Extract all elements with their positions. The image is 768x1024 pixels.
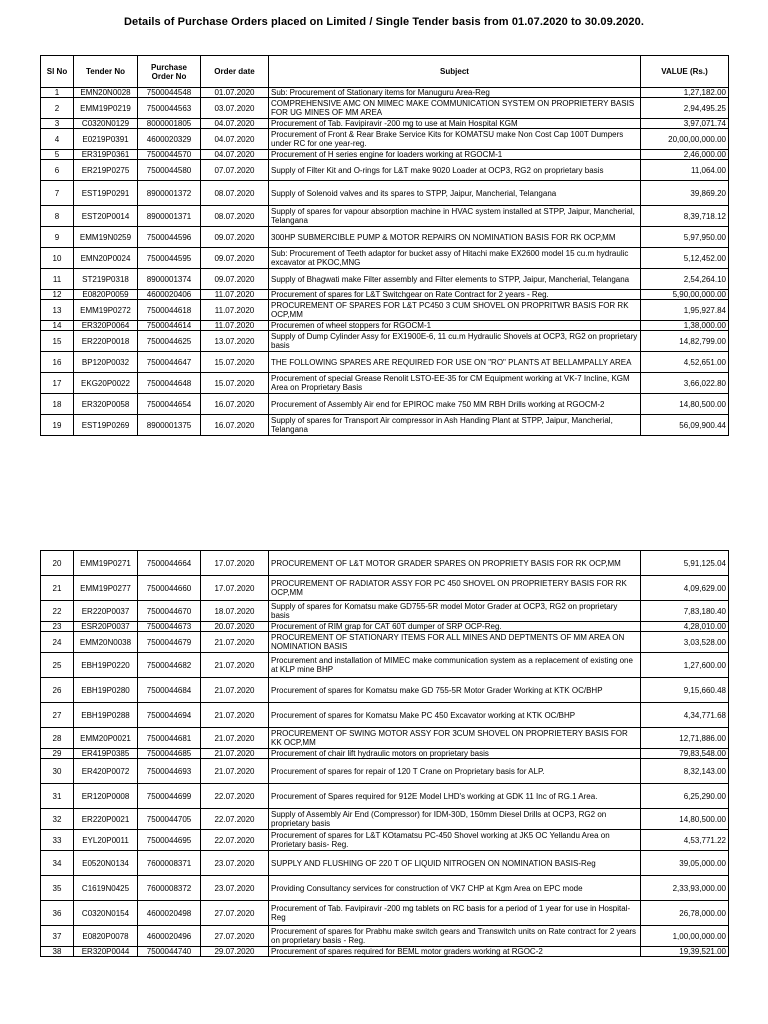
cell-value: 4,34,771.68 — [641, 703, 729, 728]
cell-sl: 16 — [41, 352, 74, 373]
cell-sl: 36 — [41, 901, 74, 926]
cell-value: 8,32,143.00 — [641, 759, 729, 784]
cell-date: 13.07.2020 — [201, 331, 269, 352]
cell-tender: E0820P0059 — [74, 290, 138, 300]
cell-po: 8900001375 — [138, 415, 201, 436]
cell-po: 7500044740 — [138, 947, 201, 957]
cell-value: 1,27,600.00 — [641, 653, 729, 678]
cell-date: 21.07.2020 — [201, 728, 269, 749]
cell-date: 23.07.2020 — [201, 851, 269, 876]
cell-value: 14,80,500.00 — [641, 809, 729, 830]
cell-subject: PROCUREMENT OF L&T MOTOR GRADER SPARES ON PROPRIETY BASIS FOR RK OCP,MM — [269, 551, 641, 576]
cell-date: 21.07.2020 — [201, 653, 269, 678]
cell-sl: 15 — [41, 331, 74, 352]
cell-value: 26,78,000.00 — [641, 901, 729, 926]
cell-sl: 10 — [41, 248, 74, 269]
cell-sl: 37 — [41, 926, 74, 947]
header-order-date: Order date — [201, 56, 269, 88]
cell-value: 14,80,500.00 — [641, 394, 729, 415]
cell-sl: 3 — [41, 119, 74, 129]
cell-date: 27.07.2020 — [201, 926, 269, 947]
table-row — [41, 88, 729, 98]
cell-sl: 8 — [41, 206, 74, 227]
cell-date: 18.07.2020 — [201, 601, 269, 622]
cell-subject: Procurement of Assembly Air end for EPIROC make 750 MM RBH Drills working at RGOCM-2 — [269, 394, 641, 415]
cell-subject: Providing Consultancy services for construction of VK7 CHP at Kgm Area on EPC mode — [269, 876, 641, 901]
cell-date: 07.07.2020 — [201, 160, 269, 181]
table-row — [41, 632, 729, 653]
cell-subject: Procurement and installation of MIMEC make communication system as a replacement of existing one at KLP mine BHP — [269, 653, 641, 678]
cell-tender: C1619N0425 — [74, 876, 138, 901]
cell-value: 19,39,521.00 — [641, 947, 729, 957]
cell-date: 15.07.2020 — [201, 352, 269, 373]
cell-value: 1,38,000.00 — [641, 321, 729, 331]
cell-po: 7500044694 — [138, 703, 201, 728]
purchase-orders-table-2 — [40, 550, 729, 957]
cell-sl: 19 — [41, 415, 74, 436]
header-sl-no: Sl No — [41, 56, 74, 88]
table-row — [41, 551, 729, 576]
cell-sl: 33 — [41, 830, 74, 851]
table-row — [41, 759, 729, 784]
cell-tender: ER219P0275 — [74, 160, 138, 181]
cell-value: 11,064.00 — [641, 160, 729, 181]
cell-tender: E0520N0134 — [74, 851, 138, 876]
cell-subject: Sub: Procurement of Teeth adaptor for bucket assy of Hitachi make EX2600 model 15 cu.m hydraulic excavator at PKOC,MNG — [269, 248, 641, 269]
cell-sl: 29 — [41, 749, 74, 759]
cell-po: 7500044625 — [138, 331, 201, 352]
cell-sl: 11 — [41, 269, 74, 290]
cell-sl: 5 — [41, 150, 74, 160]
cell-value: 39,05,000.00 — [641, 851, 729, 876]
cell-tender: EMM20N0038 — [74, 632, 138, 653]
cell-value: 5,91,125.04 — [641, 551, 729, 576]
cell-po: 7500044570 — [138, 150, 201, 160]
table-row — [41, 653, 729, 678]
cell-subject: PROCUREMENT OF SWING MOTOR ASSY FOR 3CUM SHOVEL ON PROPRIETERY BASIS FOR KK OCP,MM — [269, 728, 641, 749]
cell-tender: C0320N0129 — [74, 119, 138, 129]
cell-subject: PROCUREMENT OF RADIATOR ASSY FOR PC 450 SHOVEL ON PROPRIETERY BASIS FOR RK OCP,MM — [269, 576, 641, 601]
table-row — [41, 150, 729, 160]
cell-tender: ESR20P0037 — [74, 622, 138, 632]
cell-sl: 13 — [41, 300, 74, 321]
cell-subject: Procurement of spares for Komatsu Make PC 450 Excavator working at KTK OC/BHP — [269, 703, 641, 728]
cell-sl: 9 — [41, 227, 74, 248]
cell-date: 11.07.2020 — [201, 300, 269, 321]
cell-date: 21.07.2020 — [201, 703, 269, 728]
cell-po: 7500044673 — [138, 622, 201, 632]
cell-sl: 30 — [41, 759, 74, 784]
cell-tender: ER320P0064 — [74, 321, 138, 331]
cell-sl: 6 — [41, 160, 74, 181]
cell-subject: Procurement of chair lift hydraulic motors on proprietary basis — [269, 749, 641, 759]
cell-value: 4,09,629.00 — [641, 576, 729, 601]
table-row — [41, 728, 729, 749]
cell-date: 21.07.2020 — [201, 749, 269, 759]
cell-po: 7500044684 — [138, 678, 201, 703]
cell-po: 4600020329 — [138, 129, 201, 150]
header-subject: Subject — [269, 56, 641, 88]
cell-po: 7500044548 — [138, 88, 201, 98]
cell-subject: Sub: Procurement of Stationary items for Manuguru Area-Reg — [269, 88, 641, 98]
cell-tender: EST19P0269 — [74, 415, 138, 436]
cell-tender: EMM19P0272 — [74, 300, 138, 321]
table-row — [41, 206, 729, 227]
table-row — [41, 576, 729, 601]
cell-subject: 300HP SUBMERCIBLE PUMP & MOTOR REPAIRS ON NOMINATION BASIS FOR RK OCP,MM — [269, 227, 641, 248]
cell-po: 8000001805 — [138, 119, 201, 129]
cell-po: 7500044670 — [138, 601, 201, 622]
cell-tender: EMM19P0277 — [74, 576, 138, 601]
cell-tender: ER220P0037 — [74, 601, 138, 622]
cell-tender: ER420P0072 — [74, 759, 138, 784]
cell-value: 12,71,886.00 — [641, 728, 729, 749]
cell-date: 01.07.2020 — [201, 88, 269, 98]
cell-date: 21.07.2020 — [201, 632, 269, 653]
cell-po: 7500044664 — [138, 551, 201, 576]
cell-po: 7500044654 — [138, 394, 201, 415]
header-purchase-order-no: Purchase Order No — [138, 56, 201, 88]
cell-value: 3,97,071.74 — [641, 119, 729, 129]
table-row — [41, 300, 729, 321]
cell-sl: 31 — [41, 784, 74, 809]
cell-subject: Supply of Solenoid valves and its spares to STPP, Jaipur, Mancherial, Telangana — [269, 181, 641, 206]
cell-date: 22.07.2020 — [201, 830, 269, 851]
cell-value: 2,46,000.00 — [641, 150, 729, 160]
cell-subject: Procurement of special Grease Renolit LSTO-EE-35 for CM Equipment working at VK-7 Incline, KGM Area on Proprietary Basis — [269, 373, 641, 394]
cell-value: 4,28,010.00 — [641, 622, 729, 632]
cell-po: 7500044648 — [138, 373, 201, 394]
cell-date: 04.07.2020 — [201, 119, 269, 129]
cell-subject: Procurement of Spares required for 912E Model LHD's working at GDK 11 Inc of RG.1 Area. — [269, 784, 641, 809]
cell-value: 3,66,022.80 — [641, 373, 729, 394]
cell-subject: Procurement of RIM grap for CAT 60T dumper of SRP OCP-Reg. — [269, 622, 641, 632]
table-row — [41, 394, 729, 415]
cell-date: 03.07.2020 — [201, 98, 269, 119]
cell-tender: EMM20P0021 — [74, 728, 138, 749]
cell-po: 7500044614 — [138, 321, 201, 331]
cell-sl: 21 — [41, 576, 74, 601]
cell-subject: Procurement of Front & Rear Brake Service Kits for KOMATSU make Non Cost Cap 100T Dumpers under RC for one year-reg. — [269, 129, 641, 150]
table-row — [41, 160, 729, 181]
cell-value: 4,53,771.22 — [641, 830, 729, 851]
cell-sl: 20 — [41, 551, 74, 576]
cell-po: 8900001371 — [138, 206, 201, 227]
cell-value: 4,52,651.00 — [641, 352, 729, 373]
cell-sl: 32 — [41, 809, 74, 830]
cell-sl: 25 — [41, 653, 74, 678]
cell-subject: Supply of spares for Komatsu make GD755-5R model Motor Grader at OCP3, RG2 on proprietary basis — [269, 601, 641, 622]
cell-tender: ER419P0385 — [74, 749, 138, 759]
cell-subject: Procurement of spares for Komatsu make GD 755-5R Motor Grader Working at KTK OC/BHP — [269, 678, 641, 703]
cell-po: 7600008372 — [138, 876, 201, 901]
table-row — [41, 601, 729, 622]
cell-subject: Supply of Bhagwati make Filter assembly and Filter elements to STPP, Jaipur, Mancherial, Telangana — [269, 269, 641, 290]
cell-subject: Procurement of spares for Prabhu make switch gears and Transwitch units on Rate contract for 2 years on proprietary basis - Reg. — [269, 926, 641, 947]
cell-tender: ST219P0318 — [74, 269, 138, 290]
table-row — [41, 703, 729, 728]
cell-value: 2,33,93,000.00 — [641, 876, 729, 901]
cell-value: 79,83,548.00 — [641, 749, 729, 759]
cell-po: 7500044681 — [138, 728, 201, 749]
cell-date: 09.07.2020 — [201, 248, 269, 269]
cell-date: 09.07.2020 — [201, 269, 269, 290]
table-row — [41, 622, 729, 632]
cell-subject: Supply of spares for Transport Air compressor in Ash Handing Plant at STPP, Jaipur, Mancherial, Telangana — [269, 415, 641, 436]
cell-tender: EMN20N0028 — [74, 88, 138, 98]
cell-date: 22.07.2020 — [201, 809, 269, 830]
cell-po: 4600020496 — [138, 926, 201, 947]
cell-tender: EBH19P0220 — [74, 653, 138, 678]
cell-value: 7,83,180.40 — [641, 601, 729, 622]
cell-value: 6,25,290.00 — [641, 784, 729, 809]
cell-po: 7500044682 — [138, 653, 201, 678]
cell-value: 39,869.20 — [641, 181, 729, 206]
header-value: VALUE (Rs.) — [641, 56, 729, 88]
cell-value: 2,94,495.25 — [641, 98, 729, 119]
cell-sl: 2 — [41, 98, 74, 119]
cell-date: 15.07.2020 — [201, 373, 269, 394]
cell-value: 14,82,799.00 — [641, 331, 729, 352]
cell-sl: 22 — [41, 601, 74, 622]
cell-sl: 7 — [41, 181, 74, 206]
table-row — [41, 269, 729, 290]
cell-value: 3,03,528.00 — [641, 632, 729, 653]
cell-sl: 26 — [41, 678, 74, 703]
cell-tender: ER220P0021 — [74, 809, 138, 830]
cell-date: 29.07.2020 — [201, 947, 269, 957]
cell-value: 1,95,927.84 — [641, 300, 729, 321]
cell-tender: EBH19P0280 — [74, 678, 138, 703]
cell-date: 04.07.2020 — [201, 150, 269, 160]
cell-date: 11.07.2020 — [201, 321, 269, 331]
cell-po: 7500044699 — [138, 784, 201, 809]
cell-sl: 34 — [41, 851, 74, 876]
cell-subject: Supply of spares for vapour absorption machine in HVAC system installed at STPP, Jaipur, Mancherial, Telangana — [269, 206, 641, 227]
cell-tender: ER220P0018 — [74, 331, 138, 352]
cell-subject: Procurement of Tab. Favipiravir -200 mg to use at Main Hospital KGM — [269, 119, 641, 129]
cell-po: 7500044596 — [138, 227, 201, 248]
cell-po: 8900001374 — [138, 269, 201, 290]
table-row — [41, 876, 729, 901]
cell-date: 17.07.2020 — [201, 576, 269, 601]
cell-tender: EBH19P0288 — [74, 703, 138, 728]
cell-date: 09.07.2020 — [201, 227, 269, 248]
cell-sl: 24 — [41, 632, 74, 653]
table-row — [41, 352, 729, 373]
table-row — [41, 415, 729, 436]
table-row — [41, 227, 729, 248]
cell-subject: Supply of Dump Cylinder Assy for EX1900E-6, 11 cu.m Hydraulic Shovels at OCP3, RG2 on proprietary basis — [269, 331, 641, 352]
cell-sl: 14 — [41, 321, 74, 331]
table-row — [41, 119, 729, 129]
cell-value: 2,54,264.10 — [641, 269, 729, 290]
cell-subject: Procurement of spares for L&T KOtamatsu PC-450 Shovel working at JK5 OC Yellandu Area on Prorietary basis- Reg. — [269, 830, 641, 851]
cell-po: 7500044695 — [138, 830, 201, 851]
cell-po: 7600008371 — [138, 851, 201, 876]
table-row — [41, 926, 729, 947]
cell-date: 23.07.2020 — [201, 876, 269, 901]
cell-value: 9,15,660.48 — [641, 678, 729, 703]
cell-value: 5,97,950.00 — [641, 227, 729, 248]
cell-sl: 17 — [41, 373, 74, 394]
table-row — [41, 331, 729, 352]
cell-subject: SUPPLY AND FLUSHING OF 220 T OF LIQUID NITROGEN ON NOMINATION BASIS-Reg — [269, 851, 641, 876]
cell-date: 16.07.2020 — [201, 394, 269, 415]
cell-sl: 12 — [41, 290, 74, 300]
cell-tender: EST19P0291 — [74, 181, 138, 206]
table-row — [41, 749, 729, 759]
cell-tender: C0320N0154 — [74, 901, 138, 926]
table-row — [41, 248, 729, 269]
cell-tender: ER120P0008 — [74, 784, 138, 809]
cell-tender: E0219P0391 — [74, 129, 138, 150]
cell-sl: 1 — [41, 88, 74, 98]
cell-date: 16.07.2020 — [201, 415, 269, 436]
table-row — [41, 851, 729, 876]
cell-po: 7500044679 — [138, 632, 201, 653]
cell-date: 21.07.2020 — [201, 678, 269, 703]
cell-subject: Procurement of Tab. Favipiravir -200 mg tablets on RC basis for a period of 1 year for use in Hospital-Reg — [269, 901, 641, 926]
cell-value: 56,09,900.44 — [641, 415, 729, 436]
cell-date: 21.07.2020 — [201, 759, 269, 784]
cell-tender: EMM19P0219 — [74, 98, 138, 119]
cell-sl: 23 — [41, 622, 74, 632]
cell-po: 7500044618 — [138, 300, 201, 321]
cell-date: 04.07.2020 — [201, 129, 269, 150]
cell-value: 5,90,00,000.00 — [641, 290, 729, 300]
table-row — [41, 181, 729, 206]
table-row — [41, 809, 729, 830]
cell-po: 7500044685 — [138, 749, 201, 759]
cell-subject: Procurement of spares for repair of 120 T Crane on Proprietary basis for ALP. — [269, 759, 641, 784]
cell-po: 8900001372 — [138, 181, 201, 206]
table-row — [41, 784, 729, 809]
cell-po: 7500044563 — [138, 98, 201, 119]
cell-value: 8,39,718.12 — [641, 206, 729, 227]
cell-subject: Procuremen of wheel stoppers for RGOCM-1 — [269, 321, 641, 331]
cell-po: 7500044705 — [138, 809, 201, 830]
table-row — [41, 98, 729, 119]
cell-tender: ER320P0044 — [74, 947, 138, 957]
cell-tender: EKG20P0022 — [74, 373, 138, 394]
cell-tender: ER320P0058 — [74, 394, 138, 415]
table-row — [41, 901, 729, 926]
cell-subject: PROCUREMENT OF STATIONARY ITEMS FOR ALL MINES AND DEPTMENTS OF MM AREA ON NOMINATION BASIS — [269, 632, 641, 653]
cell-po: 4600020498 — [138, 901, 201, 926]
table-row — [41, 321, 729, 331]
cell-value: 20,00,00,000.00 — [641, 129, 729, 150]
cell-po: 7500044595 — [138, 248, 201, 269]
cell-po: 4600020406 — [138, 290, 201, 300]
cell-tender: EST20P0014 — [74, 206, 138, 227]
cell-po: 7500044660 — [138, 576, 201, 601]
cell-date: 22.07.2020 — [201, 784, 269, 809]
cell-value: 1,27,182.00 — [641, 88, 729, 98]
cell-sl: 38 — [41, 947, 74, 957]
cell-tender: EYL20P0011 — [74, 830, 138, 851]
table-row — [41, 129, 729, 150]
cell-tender: ER319P0361 — [74, 150, 138, 160]
cell-subject: COMPREHENSIVE AMC ON MIMEC MAKE COMMUNICATION SYSTEM ON PROPRIETERY BASIS FOR UG MINES OF MM AREA — [269, 98, 641, 119]
cell-subject: Procurement of spares required for BEML motor graders working at RGOC-2 — [269, 947, 641, 957]
table-row — [41, 373, 729, 394]
cell-subject: Procurement of H series engine for loaders working at RGOCM-1 — [269, 150, 641, 160]
cell-sl: 4 — [41, 129, 74, 150]
cell-subject: Procurement of spares for L&T Switchgear on Rate Contract for 2 years - Reg. — [269, 290, 641, 300]
cell-po: 7500044580 — [138, 160, 201, 181]
cell-tender: BP120P0032 — [74, 352, 138, 373]
cell-po: 7500044647 — [138, 352, 201, 373]
cell-tender: EMN20P0024 — [74, 248, 138, 269]
cell-subject: THE FOLLOWING SPARES ARE REQUIRED FOR USE ON "RO" PLANTS AT BELLAMPALLY AREA — [269, 352, 641, 373]
table-header-row — [41, 56, 729, 88]
cell-date: 17.07.2020 — [201, 551, 269, 576]
cell-tender: EMM19N0259 — [74, 227, 138, 248]
cell-subject: Supply of Assembly Air End (Compressor) for IDM-30D, 150mm Diesel Drills at OCP3, RG2 on proprietary basis — [269, 809, 641, 830]
table-row — [41, 290, 729, 300]
cell-sl: 35 — [41, 876, 74, 901]
cell-tender: EMM19P0271 — [74, 551, 138, 576]
cell-po: 7500044693 — [138, 759, 201, 784]
cell-sl: 18 — [41, 394, 74, 415]
table-row — [41, 830, 729, 851]
cell-tender: E0820P0078 — [74, 926, 138, 947]
cell-date: 11.07.2020 — [201, 290, 269, 300]
table-row — [41, 678, 729, 703]
cell-subject: Supply of Filter Kit and O-rings for L&T make 9020 Loader at OCP3, RG2 on proprietary basis — [269, 160, 641, 181]
cell-value: 1,00,00,000.00 — [641, 926, 729, 947]
cell-date: 08.07.2020 — [201, 181, 269, 206]
cell-subject: PROCUREMENT OF SPARES FOR L&T PC450 3 CUM SHOVEL ON PROPRITWR BASIS FOR RK OCP,MM — [269, 300, 641, 321]
cell-value: 5,12,452.00 — [641, 248, 729, 269]
document-title: Details of Purchase Orders placed on Limited / Single Tender basis from 01.07.2020 to 30.09.2020. — [124, 16, 644, 28]
cell-date: 27.07.2020 — [201, 901, 269, 926]
cell-sl: 27 — [41, 703, 74, 728]
header-tender-no: Tender No — [74, 56, 138, 88]
cell-date: 08.07.2020 — [201, 206, 269, 227]
cell-sl: 28 — [41, 728, 74, 749]
table-row — [41, 947, 729, 957]
purchase-orders-table-1 — [40, 55, 729, 436]
cell-date: 20.07.2020 — [201, 622, 269, 632]
